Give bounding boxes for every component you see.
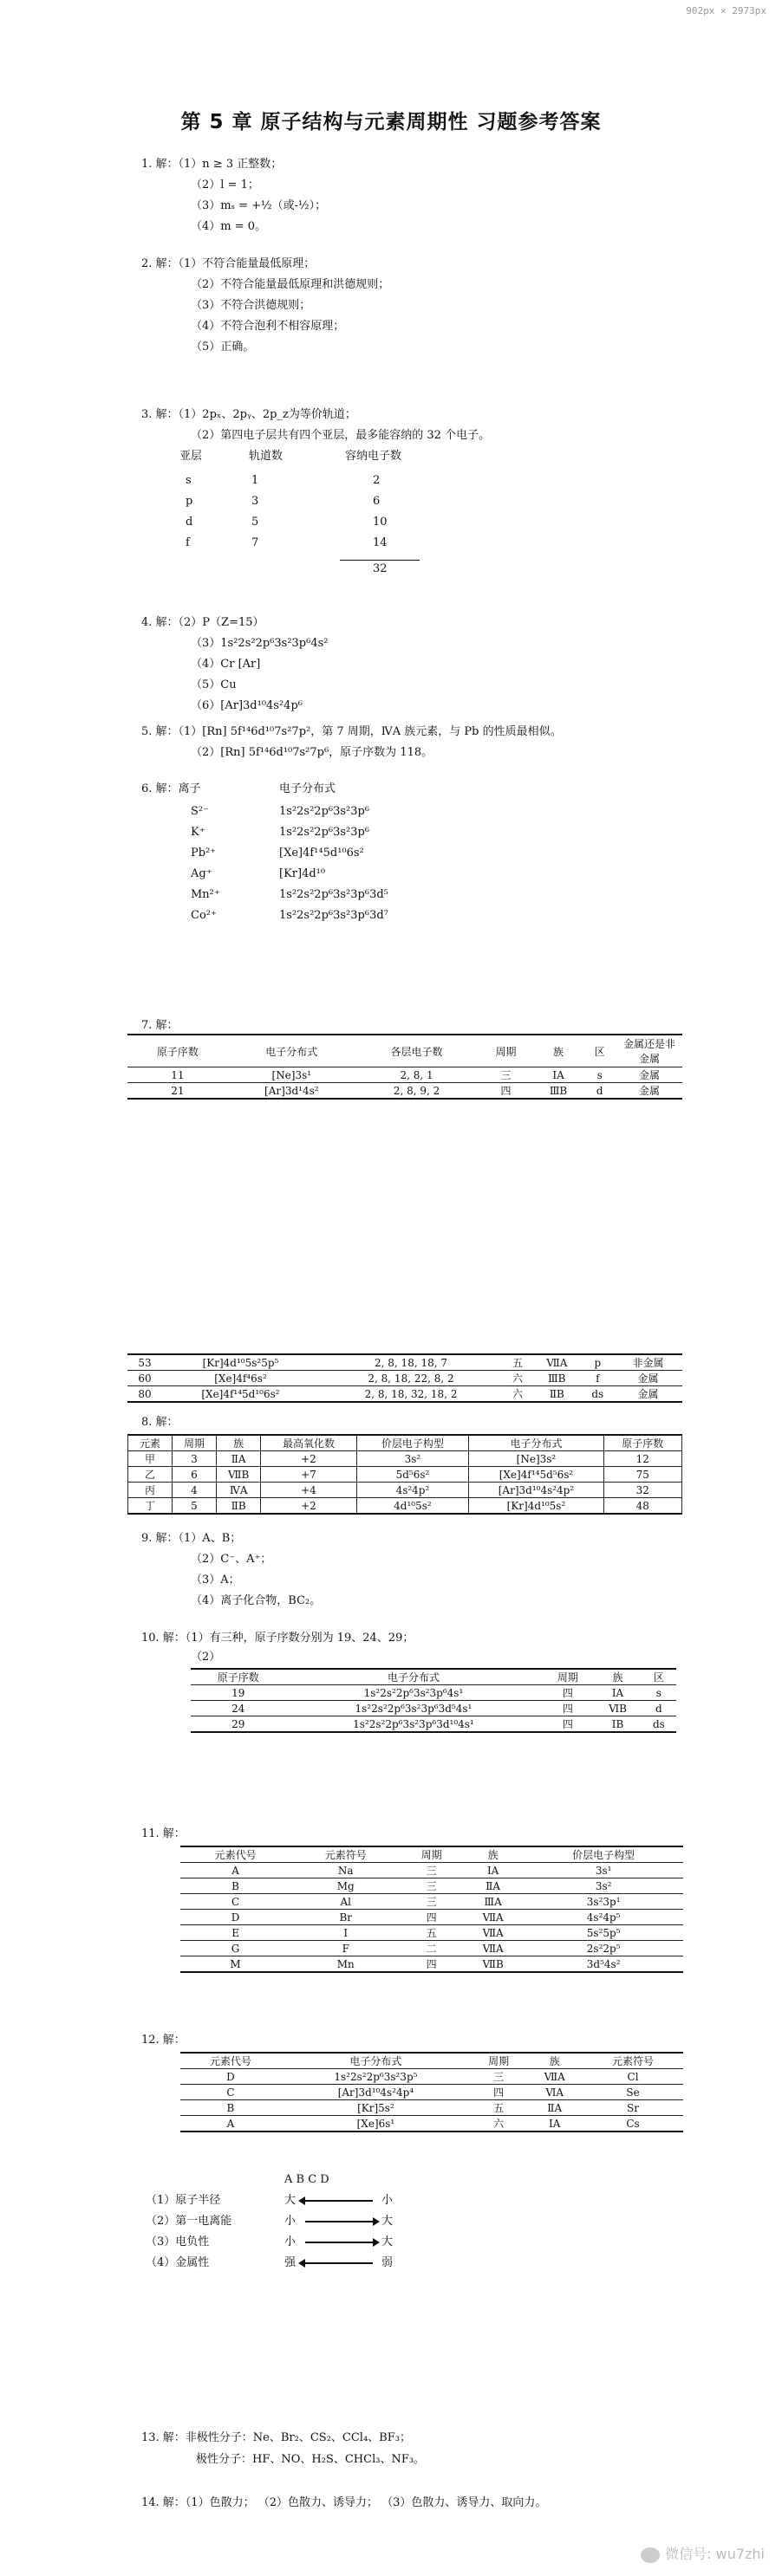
q7-top-cell: ⅢB [534, 1083, 583, 1100]
q8-cell: 4d¹⁰5s² [356, 1498, 469, 1515]
q8-cell: 丁 [128, 1498, 173, 1515]
q10-cell: 四 [541, 1685, 594, 1701]
q6-header-config: 电子分布式 [279, 782, 336, 795]
q8-cell: 32 [603, 1483, 681, 1498]
q7-bottom-cell: [Xe]4f⁴6s² [162, 1371, 319, 1386]
q8-cell: +4 [261, 1483, 356, 1498]
q1-line: （2）l = 1； [191, 178, 259, 191]
q8-cell: [Kr]4d¹⁰5s² [469, 1498, 603, 1515]
q11-header-row [180, 1846, 683, 1863]
q12-cell: 五 [471, 2100, 526, 2116]
q7-top-header-cell: 区 [583, 1035, 616, 1067]
q1-line: 1. 解：（1）n ≥ 3 正整数； [141, 158, 283, 171]
q12-cell: 1s²2s²2p⁶3s²3p⁵ [281, 2069, 471, 2085]
q7-bottom-cell: 非金属 [614, 1354, 682, 1371]
q12-cell: B [180, 2100, 281, 2116]
q11-table [180, 1846, 683, 1973]
q7-top-cell: 三 [478, 1067, 533, 1083]
q6-config: [Kr]4d¹⁰ [279, 867, 326, 880]
q7-bottom-cell: 2, 8, 18, 18, 7 [319, 1354, 503, 1371]
q7-table-bottom [127, 1353, 682, 1403]
q7-bottom-cell: 金属 [614, 1386, 682, 1403]
q2-line: （3）不符合洪德规则； [191, 299, 311, 312]
q12-header-cell: 元素代号 [180, 2053, 281, 2069]
q8-cell: +7 [261, 1467, 356, 1483]
q8-row [128, 1498, 682, 1515]
q12-cell: Se [583, 2085, 683, 2100]
q10-header-cell: 电子分布式 [285, 1669, 541, 1685]
q3-line: 3. 解：（1）2pₓ、2pᵧ、2p_z为等价轨道； [141, 408, 356, 421]
q10-cell: ds [642, 1716, 676, 1733]
q7-top-cell: 金属 [616, 1083, 682, 1100]
page-title: 第 5 章 原子结构与元素周期性 习题参考答案 [180, 111, 602, 133]
q7-top-cell: d [583, 1083, 616, 1100]
q3-cell: 3 [251, 495, 259, 508]
q8-cell: 48 [603, 1498, 681, 1515]
q11-cell: Na [290, 1863, 401, 1878]
q5-line: （2）[Rn] 5f¹⁴6d¹⁰7s²7p⁶，原子序数为 118。 [191, 746, 433, 759]
q11-cell: ⅦA [462, 1910, 524, 1925]
q12-trend-arrow-icon [305, 2221, 373, 2222]
q8-cell: 5d⁵6s² [356, 1467, 469, 1483]
q11-cell: E [180, 1925, 290, 1941]
q10-cell: 19 [191, 1685, 285, 1701]
q8-cell: ⅣA [216, 1483, 260, 1498]
q7-top-cell: 11 [127, 1067, 228, 1083]
q3-cell: 7 [251, 536, 259, 549]
q11-cell: ⅡA [462, 1878, 524, 1894]
q12-cell: Sr [583, 2100, 683, 2116]
q11-row [180, 1863, 683, 1878]
q11-row [180, 1925, 683, 1941]
q10-cell: 四 [541, 1701, 594, 1716]
q11-cell: 3d⁵4s² [524, 1956, 683, 1973]
q12-trend-label: （1）原子半径 [146, 2194, 221, 2207]
q10-header-cell: 族 [594, 1669, 641, 1685]
q11-cell: 五 [401, 1925, 462, 1941]
q6-config: [Xe]4f¹⁴5d¹⁰6s² [279, 847, 364, 860]
q8-cell: 乙 [128, 1467, 173, 1483]
watermark-text: 微信号: wu7zhi [665, 2546, 765, 2562]
q10-cell: 1s²2s²2p⁶3s²3p⁶3d¹⁰4s¹ [285, 1716, 541, 1733]
q12-cell: [Xe]6s¹ [281, 2116, 471, 2132]
q7-top-header-cell: 各层电子数 [355, 1035, 479, 1067]
q11-cell: ⅠA [462, 1863, 524, 1878]
q12-cell: ⅠA [526, 2116, 583, 2132]
q12-trend-left: 大 [284, 2194, 297, 2207]
q6-config: 1s²2s²2p⁶3s²3p⁶3d⁵ [279, 888, 388, 901]
q8-cell: 6 [172, 1467, 216, 1483]
q12-cell: 六 [471, 2116, 526, 2132]
q6-config: 1s²2s²2p⁶3s²3p⁶ [279, 826, 370, 839]
watermark [641, 2543, 765, 2563]
image-size-label: 902px × 2973px [686, 5, 766, 16]
q12-trend-right: 小 [381, 2194, 394, 2207]
q7-bottom-cell: ds [582, 1386, 614, 1403]
q12-cell: Cl [583, 2069, 683, 2085]
q3-cell: p [186, 495, 193, 508]
q7-top-header-cell: 电子分布式 [228, 1035, 355, 1067]
q8-header-cell: 族 [216, 1435, 260, 1451]
q11-row [180, 1956, 683, 1973]
q4-line: （6）[Ar]3d¹⁰4s²4p⁶ [191, 699, 303, 712]
q12-trend-arrow-icon [305, 2200, 373, 2202]
q11-cell: ⅦA [462, 1925, 524, 1941]
q11-cell: 5s²5p⁵ [524, 1925, 683, 1941]
q7-bottom-cell: 53 [127, 1354, 162, 1371]
q11-header-cell: 族 [462, 1846, 524, 1863]
q12-header-row [180, 2053, 683, 2069]
q11-cell: C [180, 1894, 290, 1910]
q12-cell: Cs [583, 2116, 683, 2132]
q7-bottom-cell: 金属 [614, 1371, 682, 1386]
q3-cell: s [186, 474, 192, 487]
q7-top-header-cell: 原子序数 [127, 1035, 228, 1067]
q8-cell: 12 [603, 1451, 681, 1467]
q3-cell: 14 [373, 536, 388, 549]
q10-header-cell: 原子序数 [191, 1669, 285, 1685]
q3-cell: f [186, 536, 190, 549]
q7-table-top [127, 1034, 682, 1100]
q12-header-cell: 周期 [471, 2053, 526, 2069]
q8-label: 8. 解： [141, 1416, 179, 1429]
q12-cell: 三 [471, 2069, 526, 2085]
q3-line: （2）第四电子层共有四个亚层，最多能容纳的 32 个电子。 [191, 429, 491, 442]
q7-top-cell: ⅠA [534, 1067, 583, 1083]
q8-cell: [Ne]3s² [469, 1451, 603, 1467]
q11-cell: 3s²3p¹ [524, 1894, 683, 1910]
q7-bottom-cell: f [582, 1371, 614, 1386]
q11-cell: 3s² [524, 1878, 683, 1894]
q11-row [180, 1910, 683, 1925]
q4-line: （4）Cr [Ar] [191, 658, 261, 671]
q7-bottom-cell: 五 [503, 1354, 532, 1371]
q8-row [128, 1467, 682, 1483]
q10-row [191, 1701, 676, 1716]
q7-bottom-cell: 2, 8, 18, 32, 18, 2 [319, 1386, 503, 1403]
q11-row [180, 1878, 683, 1894]
q8-cell: 甲 [128, 1451, 173, 1467]
q8-header-cell: 电子分布式 [469, 1435, 603, 1451]
q8-cell: +2 [261, 1498, 356, 1515]
q7-top-header-cell: 周期 [478, 1035, 533, 1067]
q7-bottom-cell: ⅡB [532, 1386, 582, 1403]
q12-element-order: A B C D [284, 2173, 329, 2186]
q12-cell: [Ar]3d¹⁰4s²4p⁴ [281, 2085, 471, 2100]
q6-header-ion: 6. 解：离子 [141, 782, 201, 795]
q11-header-cell: 元素代号 [180, 1846, 290, 1863]
q8-header-cell: 原子序数 [603, 1435, 681, 1451]
q10-row [191, 1685, 676, 1701]
q7-bottom-cell: [Kr]4d¹⁰5s²5p⁵ [162, 1354, 319, 1371]
q6-ion: K⁺ [191, 826, 205, 839]
q11-cell: B [180, 1878, 290, 1894]
q7-bottom-cell: 60 [127, 1371, 162, 1386]
q7-top-cell: [Ne]3s¹ [228, 1067, 355, 1083]
q7-top-cell: 金属 [616, 1067, 682, 1083]
q8-cell: 4s²4p² [356, 1483, 469, 1498]
q6-ion: Mn²⁺ [191, 888, 220, 901]
q8-header-cell: 最高氧化数 [261, 1435, 356, 1451]
q12-cell: ⅥA [526, 2085, 583, 2100]
q9-line: 9. 解：（1）A、B； [141, 1532, 242, 1545]
q12-trend-right: 大 [381, 2215, 394, 2228]
q12-row [180, 2116, 683, 2132]
q11-header-cell: 价层电子构型 [524, 1846, 683, 1863]
q11-header-cell: 元素符号 [290, 1846, 401, 1863]
q11-cell: ⅢA [462, 1894, 524, 1910]
q3-total: 32 [373, 562, 388, 575]
q13-line: 极性分子：HF、NO、H₂S、CHCl₃、NF₃。 [196, 2453, 426, 2466]
q10-cell: s [642, 1685, 676, 1701]
q12-trend-label: （2）第一电离能 [146, 2215, 232, 2228]
q10-cell: d [642, 1701, 676, 1716]
q12-trend-left: 小 [284, 2215, 297, 2228]
q10-line: 10. 解：（1）有三种，原子序数分别为 19、24、29； [141, 1632, 414, 1645]
q7-bottom-cell: p [582, 1354, 614, 1371]
q12-cell: [Kr]5s² [281, 2100, 471, 2116]
q10-line: （2） [191, 1651, 221, 1664]
q10-header-row [191, 1669, 676, 1685]
q7-bottom-row [127, 1354, 682, 1371]
q2-line: （4）不符合泡利不相容原理； [191, 320, 345, 333]
q12-trend-label: （3）电负性 [146, 2235, 210, 2248]
q3-cell: 2 [373, 474, 381, 487]
q8-cell: 5 [172, 1498, 216, 1515]
q7-top-cell: 2, 8, 1 [355, 1067, 479, 1083]
q12-header-cell: 元素符号 [583, 2053, 683, 2069]
q6-ion: Co²⁺ [191, 909, 217, 922]
q7-bottom-cell: ⅢB [532, 1371, 582, 1386]
q11-cell: 2s²2p⁵ [524, 1941, 683, 1956]
q13-line: 13. 解：非极性分子：Ne、Br₂、CS₂、CCl₄、BF₃； [141, 2431, 411, 2444]
q3-cell: 6 [373, 495, 381, 508]
q12-cell: A [180, 2116, 281, 2132]
q7-label: 7. 解： [141, 1019, 179, 1032]
q3-header-electrons: 容纳电子数 [345, 450, 402, 463]
q11-cell: 二 [401, 1941, 462, 1956]
q8-row [128, 1451, 682, 1467]
q5-line: 5. 解：（1）[Rn] 5f¹⁴6d¹⁰7s²7p²，第 7 周期，ⅣA 族元素，与 Pb 的性质最相似。 [141, 725, 562, 738]
q7-top-cell: 21 [127, 1083, 228, 1100]
q11-cell: M [180, 1956, 290, 1973]
q7-bottom-cell: 六 [503, 1371, 532, 1386]
q3-cell: 10 [373, 516, 388, 529]
q3-cell: d [186, 516, 193, 529]
q12-trend-left: 小 [284, 2235, 297, 2248]
q8-cell: 4 [172, 1483, 216, 1498]
q3-cell: 1 [251, 474, 259, 487]
q8-row [128, 1483, 682, 1498]
q7-bottom-cell: ⅦA [532, 1354, 582, 1371]
q8-header-cell: 价层电子构型 [356, 1435, 469, 1451]
q11-cell: A [180, 1863, 290, 1878]
q14-line: 14. 解：（1）色散力； （2）色散力、诱导力； （3）色散力、诱导力、取向力。 [141, 2496, 547, 2509]
q11-cell: Mg [290, 1878, 401, 1894]
q10-cell: 1s²2s²2p⁶3s²3p⁶4s¹ [285, 1685, 541, 1701]
q11-cell: 四 [401, 1910, 462, 1925]
q11-cell: F [290, 1941, 401, 1956]
q10-header-cell: 区 [642, 1669, 676, 1685]
q7-bottom-row [127, 1386, 682, 1403]
q7-top-header-cell: 金属还是非金属 [616, 1035, 682, 1067]
q12-label: 12. 解： [141, 2034, 186, 2047]
q11-label: 11. 解： [141, 1827, 186, 1840]
q12-trend-arrow-icon [305, 2262, 373, 2264]
q11-cell: Mn [290, 1956, 401, 1973]
q8-cell: ⅡA [216, 1451, 260, 1467]
q12-cell: C [180, 2085, 281, 2100]
q6-config: 1s²2s²2p⁶3s²3p⁶ [279, 805, 370, 818]
q3-cell: 5 [251, 516, 259, 529]
q12-trend-arrow-icon [305, 2242, 373, 2243]
q8-cell: [Xe]4f¹⁴5d⁵6s² [469, 1467, 603, 1483]
q8-header-cell: 元素 [128, 1435, 173, 1451]
q7-top-header-cell: 族 [534, 1035, 583, 1067]
q7-top-row [127, 1067, 682, 1083]
q6-config: 1s²2s²2p⁶3s²3p⁶3d⁷ [279, 909, 388, 922]
q7-bottom-cell: [Xe]4f¹⁴5d¹⁰6s² [162, 1386, 319, 1403]
q8-cell: [Ar]3d¹⁰4s²4p² [469, 1483, 603, 1498]
q11-cell: 三 [401, 1863, 462, 1878]
q8-header-row [128, 1435, 682, 1451]
q11-cell: ⅦA [462, 1941, 524, 1956]
q7-bottom-cell: 80 [127, 1386, 162, 1403]
q7-top-cell: s [583, 1067, 616, 1083]
q11-cell: G [180, 1941, 290, 1956]
q12-trend-right: 弱 [381, 2256, 394, 2269]
q6-ion: Pb²⁺ [191, 847, 217, 860]
q12-cell: ⅡA [526, 2100, 583, 2116]
q8-header-cell: 周期 [172, 1435, 216, 1451]
q7-top-row [127, 1083, 682, 1100]
q4-line: （3）1s²2s²2p⁶3s²3p⁶4s² [191, 637, 329, 650]
q4-line: 4. 解：（2）P（Z=15） [141, 616, 264, 629]
q11-cell: 四 [401, 1956, 462, 1973]
q11-cell: 三 [401, 1878, 462, 1894]
q11-cell: D [180, 1910, 290, 1925]
q3-sum-rule [340, 560, 420, 561]
q12-header-cell: 电子分布式 [281, 2053, 471, 2069]
q7-bottom-cell: 2, 8, 18, 22, 8, 2 [319, 1371, 503, 1386]
q11-cell: 三 [401, 1894, 462, 1910]
q2-line: （2）不符合能量最低原理和洪德规则； [191, 278, 390, 291]
q6-ion: Ag⁺ [191, 867, 212, 880]
q7-top-cell: 2, 8, 9, 2 [355, 1083, 479, 1100]
q10-cell: 1s²2s²2p⁶3s²3p⁶3d⁵4s¹ [285, 1701, 541, 1716]
q4-line: （5）Cu [191, 678, 237, 691]
q10-cell: ⅥB [594, 1701, 641, 1716]
q2-line: 2. 解：（1）不符合能量最低原理； [141, 257, 316, 270]
q12-cell: 四 [471, 2085, 526, 2100]
q10-table [191, 1668, 676, 1733]
q9-line: （4）离子化合物，BC₂。 [191, 1594, 322, 1607]
q12-trend-label: （4）金属性 [146, 2256, 210, 2269]
q12-table [180, 2052, 683, 2132]
q11-cell: 3s¹ [524, 1863, 683, 1878]
q3-header-sublayer: 亚层 [179, 450, 203, 463]
q8-cell: 75 [603, 1467, 681, 1483]
q12-header-cell: 族 [526, 2053, 583, 2069]
q10-cell: 29 [191, 1716, 285, 1733]
q11-cell: I [290, 1925, 401, 1941]
q3-header-orbitals: 轨道数 [249, 450, 283, 463]
q8-cell: ⅡB [216, 1498, 260, 1515]
wechat-icon [641, 2547, 660, 2563]
q11-cell: Al [290, 1894, 401, 1910]
q8-cell: ⅦB [216, 1467, 260, 1483]
q12-row [180, 2085, 683, 2100]
q11-row [180, 1894, 683, 1910]
q1-line: （4）m = 0。 [191, 220, 267, 233]
q12-cell: ⅦA [526, 2069, 583, 2085]
q11-cell: 4s²4p⁵ [524, 1910, 683, 1925]
q7-top-header-row [127, 1035, 682, 1067]
q2-line: （5）正确。 [191, 341, 255, 354]
q11-header-cell: 周期 [401, 1846, 462, 1863]
q7-bottom-cell: 六 [503, 1386, 532, 1403]
q9-line: （2）C⁻、A⁺； [191, 1553, 272, 1566]
q8-cell: 3 [172, 1451, 216, 1467]
q12-row [180, 2069, 683, 2085]
q10-cell: 四 [541, 1716, 594, 1733]
q1-line: （3）mₛ = +½（或-½）； [191, 199, 327, 212]
q8-table [127, 1434, 682, 1515]
q11-cell: Br [290, 1910, 401, 1925]
q7-bottom-row [127, 1371, 682, 1386]
q7-top-cell: [Ar]3d¹4s² [228, 1083, 355, 1100]
q11-cell: ⅦB [462, 1956, 524, 1973]
q10-header-cell: 周期 [541, 1669, 594, 1685]
q8-cell: +2 [261, 1451, 356, 1467]
q8-cell: 3s² [356, 1451, 469, 1467]
q10-row [191, 1716, 676, 1733]
q8-cell: 丙 [128, 1483, 173, 1498]
q10-cell: 24 [191, 1701, 285, 1716]
q12-row [180, 2100, 683, 2116]
q6-ion: S²⁻ [191, 805, 209, 818]
q7-top-cell: 四 [478, 1083, 533, 1100]
q11-row [180, 1941, 683, 1956]
q9-line: （3）A； [191, 1574, 240, 1586]
q12-cell: D [180, 2069, 281, 2085]
q10-cell: ⅠB [594, 1716, 641, 1733]
q12-trend-right: 大 [381, 2235, 394, 2248]
q10-cell: ⅠA [594, 1685, 641, 1701]
q12-trend-left: 强 [284, 2256, 297, 2269]
